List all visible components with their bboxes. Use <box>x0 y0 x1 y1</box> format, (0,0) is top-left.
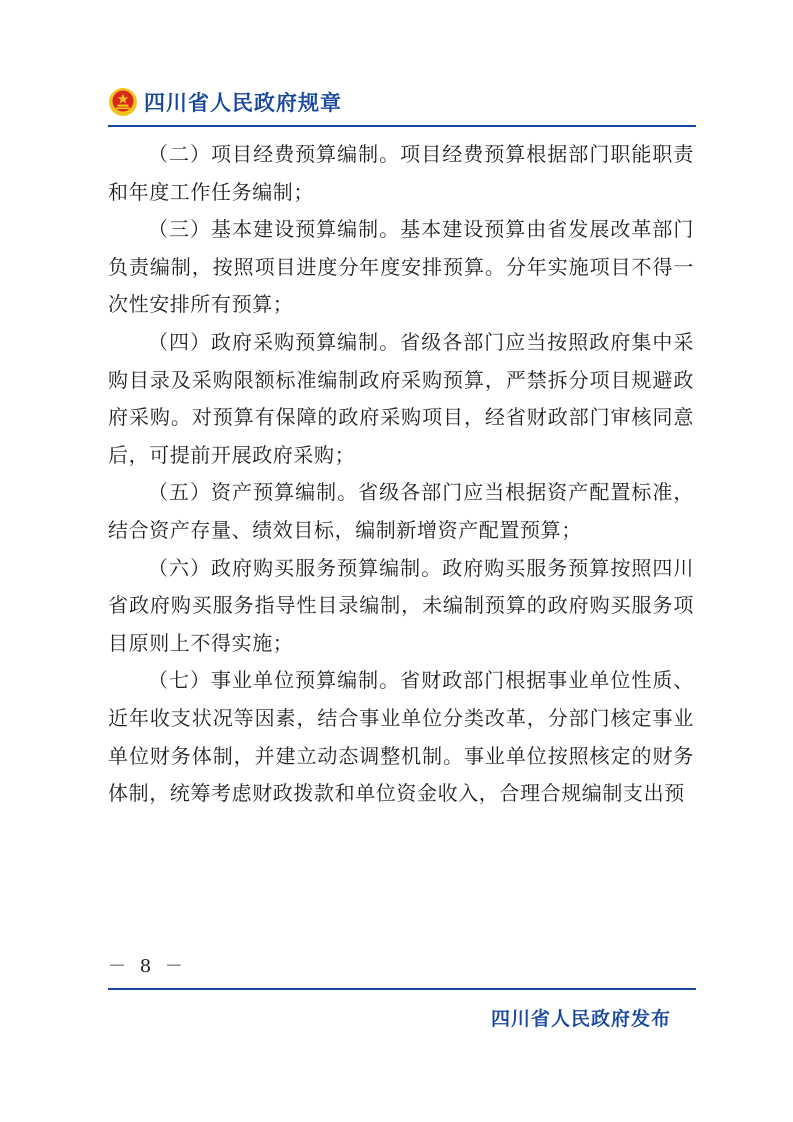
header-title: 四川省人民政府规章 <box>144 91 342 115</box>
paragraph-6: （六）政府购买服务预算编制。政府购买服务预算按照四川省政府购买服务指导性目录编制，未编制预算的政府购买服务项目原则上不得实施； <box>108 555 694 655</box>
paragraph-7: （七）事业单位预算编制。省财政部门根据事业单位性质、近年收支状况等因素，结合事业单位分类改革，分部门核定事业单位财务体制，并建立动态调整机制。事业单位按照核定的财务体制，统筹考虑财政拨款和单位资金收入，合理合规编制支出预 <box>108 668 694 806</box>
page-number: － 8 － <box>108 956 187 977</box>
paragraph-5: （五）资产预算编制。省级各部门应当根据资产配置标准，结合资产存量、绩效目标，编制新增资产配置预算； <box>108 480 694 542</box>
header-divider <box>108 125 696 127</box>
paragraph-2: （二）项目经费预算编制。项目经费预算根据部门职能职责和年度工作任务编制； <box>108 142 694 204</box>
national-emblem-icon <box>108 87 138 117</box>
document-body <box>108 136 694 813</box>
page-header <box>108 84 342 120</box>
footer-divider <box>108 988 696 990</box>
paragraph-4: （四）政府采购预算编制。省级各部门应当按照政府集中采购目录及采购限额标准编制政府采购预算，严禁拆分项目规避政府采购。对预算有保障的政府采购项目，经省财政部门审核同意后，可提前开展政府采购； <box>108 329 694 467</box>
footer-publisher: 四川省人民政府发布 <box>490 1008 671 1030</box>
paragraph-3: （三）基本建设预算编制。基本建设预算由省发展改革部门负责编制，按照项目进度分年度安排预算。分年实施项目不得一次性安排所有预算； <box>108 217 694 317</box>
